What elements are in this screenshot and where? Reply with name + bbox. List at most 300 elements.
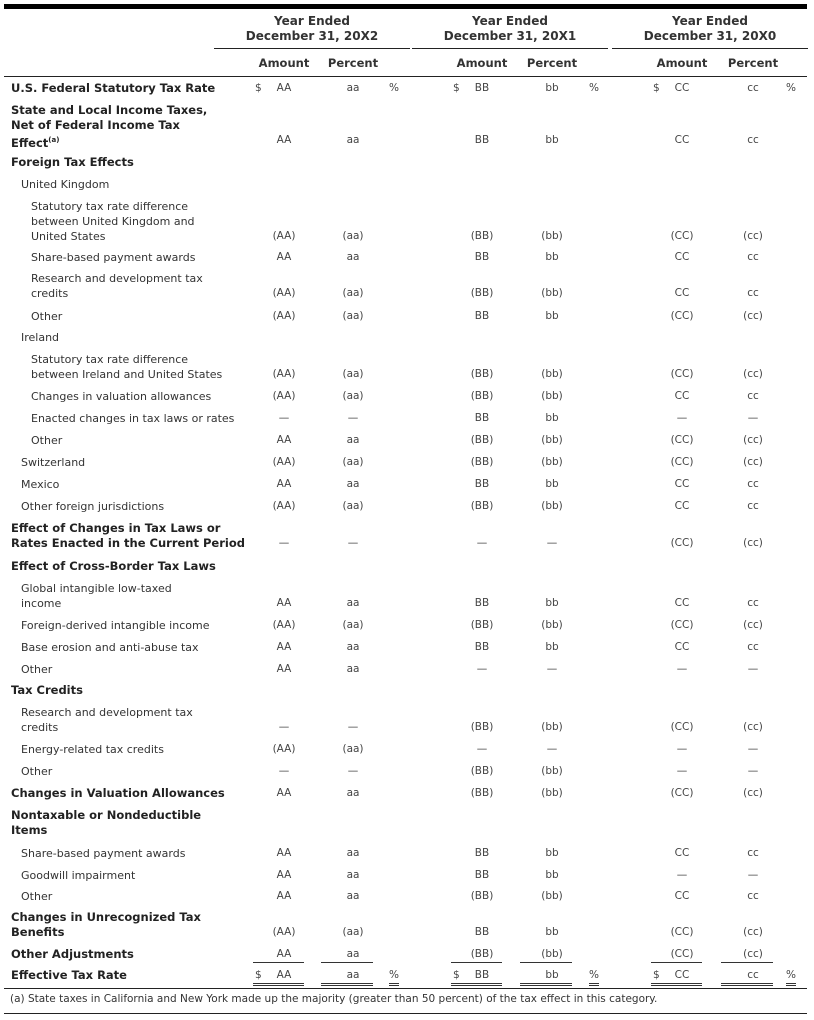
amount-cell (651, 390, 702, 404)
amount-value: CC (674, 641, 690, 653)
row-label-text: Statutory tax rate difference between Ireland and United States (31, 353, 223, 381)
dollar-sign: $ (653, 969, 660, 981)
percent-column-header: Percent (526, 56, 578, 70)
percent-value: (aa) (342, 310, 364, 322)
amount-value: (BB) (470, 368, 494, 380)
amount-cell (651, 368, 702, 382)
amount-value: AA (276, 847, 292, 859)
amount-cell (651, 948, 702, 963)
percent-value: (aa) (342, 368, 364, 380)
row-label (11, 947, 134, 962)
row-label-text: United Kingdom (21, 178, 110, 191)
amount-cell (651, 721, 702, 735)
amount-value: (AA) (272, 368, 296, 380)
percent-cell (321, 434, 373, 448)
percent-value: — (747, 869, 759, 881)
percent-value: — (546, 663, 558, 675)
percent-value: (aa) (342, 926, 364, 938)
amount-value: AA (276, 251, 292, 263)
percent-cell (721, 434, 773, 448)
amount-value: AA (276, 597, 292, 609)
percent-cell (721, 134, 773, 148)
amount-value: (CC) (670, 230, 694, 242)
amount-cell (451, 663, 502, 677)
percent-cell (321, 537, 373, 551)
row-label (11, 521, 245, 551)
amount-value: CC (674, 500, 690, 512)
amount-cell (253, 869, 304, 883)
percent-symbol: % (389, 82, 399, 94)
row-label (21, 455, 85, 470)
percent-cell (721, 251, 773, 265)
amount-value: — (676, 743, 688, 755)
amount-cell (451, 368, 502, 382)
amount-cell (651, 619, 702, 633)
row-label (21, 868, 135, 883)
percent-column-header: Percent (327, 56, 379, 70)
row-label (31, 433, 62, 448)
row-label (11, 81, 215, 96)
amount-value: BB (474, 134, 490, 146)
percent-cell (520, 412, 572, 426)
percent-value: cc (747, 641, 759, 653)
amount-cell (451, 765, 502, 779)
amount-column-header: Amount (656, 56, 708, 70)
amount-cell (451, 287, 502, 301)
amount-cell (451, 869, 502, 883)
amount-value: AA (276, 869, 292, 881)
amount-value: (AA) (272, 287, 296, 299)
percent-cell (520, 641, 572, 655)
amount-cell (651, 847, 702, 861)
percent-cell (520, 251, 572, 265)
amount-value: (AA) (272, 310, 296, 322)
percent-cell (721, 869, 773, 883)
percent-value: aa (346, 969, 360, 981)
row-label-text: Share-based payment awards (21, 847, 186, 860)
amount-value: (AA) (272, 456, 296, 468)
dollar-sign: $ (653, 82, 660, 94)
percent-cell (321, 787, 373, 801)
amount-cell (253, 787, 304, 801)
percent-value: aa (346, 948, 360, 960)
percent-cell (321, 663, 373, 677)
percent-cell (520, 230, 572, 244)
percent-value: (bb) (541, 721, 563, 733)
amount-cell (451, 456, 502, 470)
amount-cell (451, 251, 502, 265)
row-label-text: Effect of Changes in Tax Laws or Rates Enacted in the Current Period (11, 521, 245, 550)
percent-sign (786, 82, 796, 96)
percent-value: (cc) (743, 456, 763, 468)
percent-cell (721, 597, 773, 611)
percent-value: — (747, 765, 759, 777)
percent-value: (cc) (743, 537, 763, 549)
amount-value: — (278, 412, 290, 424)
row-label-text: Other (21, 765, 53, 778)
percent-value: (bb) (541, 787, 563, 799)
amount-value: CC (674, 890, 690, 902)
row-label-text: Other foreign jurisdictions (21, 500, 165, 513)
amount-value: CC (674, 969, 690, 981)
amount-value: (BB) (470, 500, 494, 512)
row-label (21, 177, 109, 192)
row-label (31, 309, 62, 324)
amount-cell (253, 310, 304, 324)
percent-cell (321, 390, 373, 404)
percent-cell (721, 969, 773, 986)
percent-cell (721, 743, 773, 757)
percent-value: (bb) (541, 368, 563, 380)
amount-value: AA (276, 134, 292, 146)
amount-cell (253, 847, 304, 861)
amount-value: — (476, 663, 488, 675)
amount-value: (AA) (272, 230, 296, 242)
percent-value: bb (545, 412, 559, 424)
amount-value: — (676, 869, 688, 881)
header-line-1: Year Ended (672, 14, 748, 28)
row-label-text: Base erosion and anti-abuse tax (21, 641, 199, 654)
percent-value: cc (747, 134, 759, 146)
amount-value: BB (474, 926, 490, 938)
amount-value: CC (674, 847, 690, 859)
amount-value: (CC) (670, 456, 694, 468)
amount-value: — (676, 663, 688, 675)
column-group-rule (214, 48, 410, 49)
row-label (31, 199, 195, 244)
percent-value: cc (747, 847, 759, 859)
percent-cell (520, 721, 572, 735)
amount-cell (253, 969, 304, 986)
percent-value: — (546, 537, 558, 549)
amount-value: (BB) (470, 456, 494, 468)
amount-value: — (278, 721, 290, 733)
amount-cell (253, 619, 304, 633)
amount-cell (651, 456, 702, 470)
amount-value: BB (474, 641, 490, 653)
percent-cell (520, 847, 572, 861)
percent-cell (520, 969, 572, 986)
percent-cell (520, 287, 572, 301)
percent-value: (aa) (342, 390, 364, 402)
percent-value: — (747, 663, 759, 675)
amount-value: (CC) (670, 787, 694, 799)
row-label (31, 250, 195, 265)
percent-value: (aa) (342, 500, 364, 512)
row-label-text: Changes in valuation allowances (31, 390, 212, 403)
percent-cell (520, 926, 572, 940)
row-label (21, 330, 59, 345)
percent-cell (321, 948, 373, 963)
percent-value: bb (545, 847, 559, 859)
row-label-text: Effective Tax Rate (11, 968, 127, 982)
amount-cell (651, 663, 702, 677)
percent-value: bb (545, 969, 559, 981)
row-label (11, 103, 207, 151)
amount-value: AA (276, 663, 292, 675)
percent-cell (721, 287, 773, 301)
dollar-sign: $ (453, 82, 460, 94)
row-label (31, 271, 203, 301)
amount-cell (253, 890, 304, 904)
row-label (21, 662, 52, 677)
column-group-header (412, 14, 608, 44)
percent-value: cc (747, 890, 759, 902)
percent-value: — (347, 765, 359, 777)
percent-value: (bb) (541, 456, 563, 468)
percent-value: (bb) (541, 434, 563, 446)
row-label-text: Other (21, 663, 53, 676)
amount-value: (CC) (670, 368, 694, 380)
percent-cell (321, 765, 373, 779)
percent-value: aa (346, 478, 360, 490)
row-label-text: Foreign-derived intangible income (21, 619, 210, 632)
row-label (21, 889, 52, 904)
row-label (31, 352, 222, 382)
row-label (11, 786, 225, 801)
percent-cell (721, 926, 773, 940)
amount-cell (651, 251, 702, 265)
row-label (21, 640, 199, 655)
percent-cell (321, 721, 373, 735)
amount-cell (451, 310, 502, 324)
percent-cell (520, 597, 572, 611)
row-label-text: Research and development tax credits (21, 706, 193, 734)
percent-value: cc (747, 969, 759, 981)
amount-value: (CC) (670, 721, 694, 733)
amount-value: (BB) (470, 787, 494, 799)
percent-value: aa (346, 434, 360, 446)
amount-cell (651, 969, 702, 986)
percent-cell (520, 619, 572, 633)
amount-value: (BB) (470, 765, 494, 777)
amount-value: — (476, 743, 488, 755)
amount-cell (651, 230, 702, 244)
percent-cell (321, 134, 373, 148)
percent-cell (721, 948, 773, 963)
percent-cell (721, 500, 773, 514)
amount-cell (253, 390, 304, 404)
percent-value: bb (545, 869, 559, 881)
percent-symbol: % (786, 82, 796, 94)
amount-cell (651, 287, 702, 301)
percent-cell (321, 926, 373, 940)
row-label-text: Switzerland (21, 456, 86, 469)
row-label-text: Goodwill impairment (21, 869, 136, 882)
amount-cell (253, 721, 304, 735)
row-label (21, 618, 209, 633)
amount-value: AA (276, 641, 292, 653)
amount-value: (CC) (670, 926, 694, 938)
percent-cell (321, 456, 373, 470)
amount-cell (651, 134, 702, 148)
percent-cell (520, 82, 572, 96)
amount-value: — (278, 765, 290, 777)
amount-column-header: Amount (258, 56, 310, 70)
percent-value: bb (545, 82, 559, 94)
amount-value: AA (276, 969, 292, 981)
percent-cell (721, 456, 773, 470)
amount-cell (651, 412, 702, 426)
amount-cell (451, 948, 502, 963)
row-label-text: Other (31, 434, 63, 447)
percent-cell (520, 456, 572, 470)
percent-cell (520, 537, 572, 551)
percent-cell (721, 310, 773, 324)
header-line-2: December 31, 20X1 (443, 29, 577, 43)
row-label-text: Other (21, 890, 53, 903)
amount-cell (651, 743, 702, 757)
row-label (11, 968, 127, 983)
percent-value: — (546, 743, 558, 755)
amount-value: (AA) (272, 390, 296, 402)
percent-value: (bb) (541, 619, 563, 631)
percent-cell (321, 287, 373, 301)
amount-value: AA (276, 434, 292, 446)
amount-cell (253, 230, 304, 244)
amount-cell (253, 368, 304, 382)
amount-column-header: Amount (456, 56, 508, 70)
percent-value: cc (747, 478, 759, 490)
header-line-1: Year Ended (472, 14, 548, 28)
percent-cell (321, 368, 373, 382)
row-label (21, 581, 172, 611)
amount-value: BB (474, 847, 490, 859)
row-label-text: Changes in Unrecognized Tax Benefits (11, 910, 201, 939)
percent-cell (721, 230, 773, 244)
row-label-text: Global intangible low-taxed income (21, 582, 172, 610)
row-label (11, 910, 201, 940)
amount-value: CC (674, 597, 690, 609)
amount-cell (451, 537, 502, 551)
row-label-text: Research and development tax credits (31, 272, 203, 300)
header-line-2: December 31, 20X0 (643, 29, 777, 43)
amount-value: BB (474, 478, 490, 490)
amount-value: (AA) (272, 500, 296, 512)
percent-value: cc (747, 500, 759, 512)
percent-value: aa (346, 890, 360, 902)
row-label-text: State and Local Income Taxes, Net of Federal Income Tax Effect (11, 103, 208, 150)
amount-cell (253, 434, 304, 448)
percent-value: aa (346, 663, 360, 675)
percent-value: bb (545, 251, 559, 263)
percent-value: aa (346, 134, 360, 146)
amount-cell (253, 948, 304, 963)
amount-value: CC (674, 390, 690, 402)
percent-cell (321, 847, 373, 861)
percent-cell (520, 765, 572, 779)
percent-value: — (347, 721, 359, 733)
column-group-header (612, 14, 808, 44)
amount-cell (253, 82, 304, 96)
amount-value: (BB) (470, 890, 494, 902)
amount-value: (CC) (670, 537, 694, 549)
percent-value: (aa) (342, 619, 364, 631)
percent-cell (321, 597, 373, 611)
percent-value: aa (346, 641, 360, 653)
percent-cell (520, 743, 572, 757)
row-label (31, 411, 234, 426)
percent-value: — (747, 412, 759, 424)
percent-value: (cc) (743, 721, 763, 733)
percent-cell (520, 368, 572, 382)
percent-cell (520, 787, 572, 801)
header-rule (4, 76, 807, 77)
row-label (21, 764, 52, 779)
percent-value: aa (346, 787, 360, 799)
percent-symbol: % (589, 82, 599, 94)
amount-cell (651, 434, 702, 448)
percent-value: bb (545, 926, 559, 938)
amount-value: (BB) (470, 434, 494, 446)
amount-value: CC (674, 251, 690, 263)
amount-value: (CC) (670, 619, 694, 631)
amount-value: BB (474, 310, 490, 322)
percent-value: bb (545, 478, 559, 490)
row-label-text: Changes in Valuation Allowances (11, 786, 225, 800)
column-group-header (214, 14, 410, 44)
amount-cell (651, 641, 702, 655)
percent-cell (721, 412, 773, 426)
row-label (11, 683, 83, 698)
amount-cell (253, 287, 304, 301)
amount-value: (BB) (470, 287, 494, 299)
amount-value: — (676, 765, 688, 777)
amount-value: BB (474, 251, 490, 263)
amount-cell (451, 434, 502, 448)
percent-sign (786, 969, 796, 986)
amount-cell (451, 134, 502, 148)
percent-cell (721, 82, 773, 96)
percent-cell (321, 641, 373, 655)
header-line-1: Year Ended (274, 14, 350, 28)
amount-cell (651, 890, 702, 904)
percent-value: (bb) (541, 230, 563, 242)
row-label-text: Energy-related tax credits (21, 743, 164, 756)
row-label-text: Effect of Cross-Border Tax Laws (11, 559, 216, 573)
percent-cell (721, 787, 773, 801)
percent-cell (721, 765, 773, 779)
amount-cell (451, 721, 502, 735)
amount-cell (651, 787, 702, 801)
percent-sign (589, 969, 599, 986)
amount-value: (BB) (470, 721, 494, 733)
percent-value: (cc) (743, 619, 763, 631)
percent-cell (520, 948, 572, 963)
percent-cell (721, 368, 773, 382)
percent-value: (cc) (743, 948, 763, 960)
amount-cell (651, 478, 702, 492)
row-label (31, 389, 211, 404)
percent-cell (520, 434, 572, 448)
row-label (11, 155, 134, 170)
row-label-text: Statutory tax rate difference between United Kingdom and United States (31, 200, 195, 243)
amount-value: CC (674, 478, 690, 490)
percent-symbol: % (389, 969, 399, 981)
amount-value: — (676, 412, 688, 424)
percent-symbol: % (786, 969, 796, 981)
row-label (21, 846, 185, 861)
amount-cell (451, 641, 502, 655)
row-label (21, 477, 59, 492)
percent-cell (721, 663, 773, 677)
percent-value: (aa) (342, 230, 364, 242)
percent-cell (721, 890, 773, 904)
percent-value: (aa) (342, 456, 364, 468)
percent-value: (cc) (743, 434, 763, 446)
amount-cell (651, 765, 702, 779)
percent-cell (321, 890, 373, 904)
